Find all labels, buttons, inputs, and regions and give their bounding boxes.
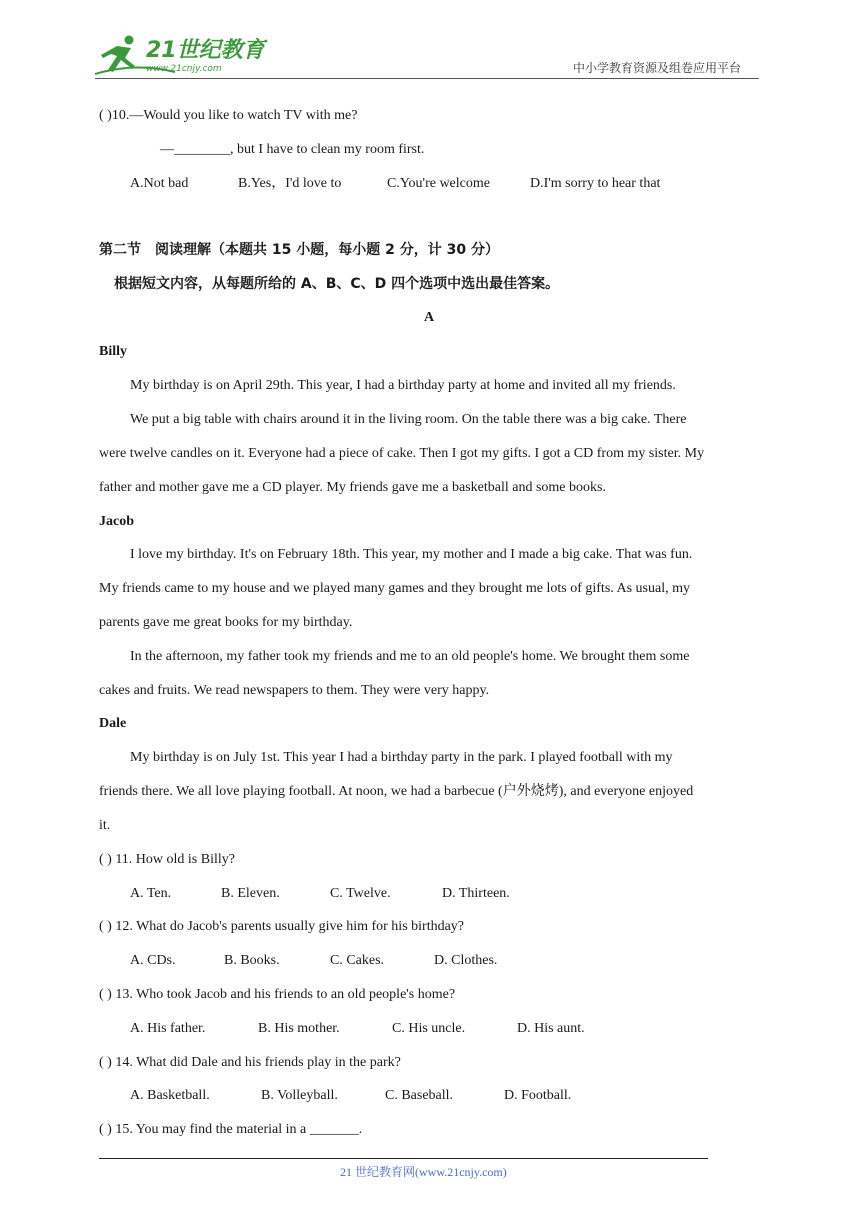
question-13: ( ) 13. Who took Jacob and his friends to an old people's home? (99, 987, 456, 1002)
q10-option-d: D.I'm sorry to hear that (530, 176, 661, 191)
billy-heading: Billy (99, 344, 128, 359)
question-14: ( ) 14. What did Dale and his friends play in the park? (99, 1055, 401, 1070)
jacob-paragraph-2-line1: In the afternoon, my father took my friends and me to an old people's home. We brought them some (130, 649, 690, 664)
billy-paragraph-2-line2: were twelve candles on it. Everyone had a piece of cake. Then I got my gifts. I got a CD from my sister. My (99, 446, 705, 461)
question-10: ( )10.—Would you like to watch TV with me? (99, 108, 358, 123)
question-10-line2: —________, but I have to clean my room first. (160, 142, 425, 157)
q14-option-a: A. Basketball. (130, 1088, 210, 1103)
q12-option-c: C. Cakes. (330, 953, 385, 968)
question-12: ( ) 12. What do Jacob's parents usually give him for his birthday? (99, 919, 465, 934)
q13-option-b: B. His mother. (258, 1021, 340, 1036)
billy-paragraph-1: My birthday is on April 29th. This year, I had a birthday party at home and invited all my friends. (130, 378, 676, 393)
q12-option-a: A. CDs. (130, 953, 176, 968)
section-title: 第二节 阅读理解（本题共 15 小题，每小题 2 分，计 30 分） (99, 242, 499, 258)
logo-url: www.21cnjy.com (146, 64, 222, 74)
q11-option-b: B. Eleven. (221, 886, 280, 901)
q10-option-c: C.You're welcome (387, 176, 490, 191)
jacob-heading: Jacob (99, 514, 134, 529)
jacob-paragraph-1-line2: My friends came to my house and we played many games and they brought me lots of gifts. As usual, my (99, 581, 691, 596)
q12-option-b: B. Books. (224, 953, 280, 968)
dale-paragraph-1-line2: friends there. We all love playing football. At noon, we had a barbecue (户外烧烤), and everyone enjoyed (99, 784, 694, 799)
billy-paragraph-2-line1: We put a big table with chairs around it in the living room. On the table there was a big cake. There (130, 412, 687, 427)
dale-paragraph-1-line1: My birthday is on July 1st. This year I had a birthday party in the park. I played football with my (130, 750, 673, 765)
dale-paragraph-1-line3: it. (99, 818, 111, 833)
platform-name: 中小学教育资源及组卷应用平台 (573, 61, 742, 75)
footer-divider (99, 1158, 708, 1159)
dale-heading: Dale (99, 716, 127, 731)
billy-paragraph-2-line3: father and mother gave me a CD player. My friends gave me a basketball and some books. (99, 480, 606, 495)
q10-option-a: A.Not bad (130, 176, 189, 191)
header-divider (95, 78, 759, 79)
q14-option-d: D. Football. (504, 1088, 572, 1103)
jacob-paragraph-1-line3: parents gave me great books for my birthday. (99, 615, 353, 630)
jacob-paragraph-1-line1: I love my birthday. It's on February 18th. This year, my mother and I made a big cake. That was fun. (130, 547, 693, 562)
q13-option-a: A. His father. (130, 1021, 206, 1036)
q13-option-d: D. His aunt. (517, 1021, 585, 1036)
question-11: ( ) 11. How old is Billy? (99, 852, 235, 867)
question-15: ( ) 15. You may find the material in a _______. (99, 1122, 363, 1137)
section-instruction: 根据短文内容，从每题所给的 A、B、C、D 四个选项中选出最佳答案。 (114, 276, 560, 292)
q10-option-b: B.Yes，I'd love to (238, 176, 342, 191)
q12-option-d: D. Clothes. (434, 953, 498, 968)
q11-option-c: C. Twelve. (330, 886, 391, 901)
q14-option-c: C. Baseball. (385, 1088, 454, 1103)
logo-text: 21世纪教育 (146, 38, 265, 63)
footer-link[interactable]: 21 世纪教育网(www.21cnjy.com) (340, 1165, 507, 1179)
q14-option-b: B. Volleyball. (261, 1088, 338, 1103)
q11-option-a: A. Ten. (130, 886, 172, 901)
q13-option-c: C. His uncle. (392, 1021, 466, 1036)
q11-option-d: D. Thirteen. (442, 886, 510, 901)
passage-label: A (424, 310, 435, 325)
jacob-paragraph-2-line2: cakes and fruits. We read newspapers to them. They were very happy. (99, 683, 490, 698)
